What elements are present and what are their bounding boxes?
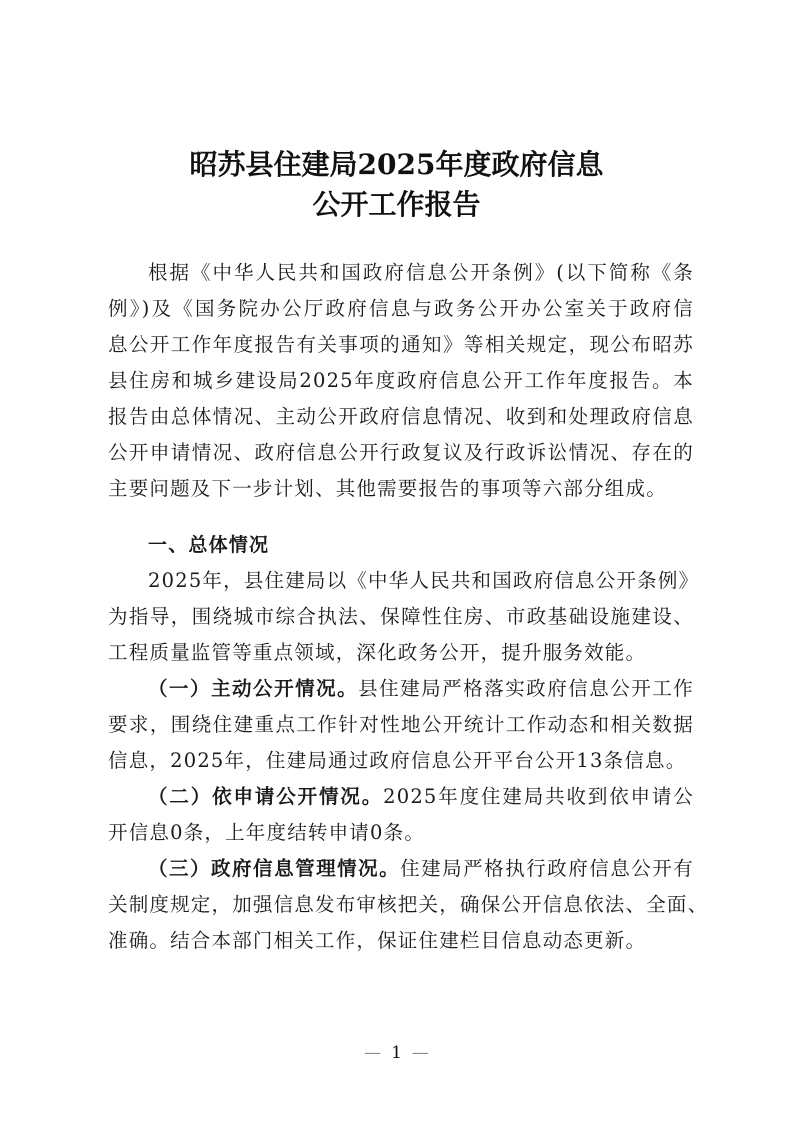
subsection-proactive-disclosure [108,671,694,779]
subsection-text: 县住建局严格落实政府信息公开工作 [358,677,694,700]
subsection-label: （三）政府信息管理情况。 [148,857,401,880]
section-1-line: 工程质量监管等重点领域，深化政务公开，提升服务效能。 [108,641,647,664]
intro-line: 报告由总体情况、主动公开政府信息情况、收到和处理政府信息 [108,405,694,428]
subsection-first-line [108,779,694,815]
intro-line: 息公开工作年度报告有关事项的通知》等相关规定，现公布昭苏 [108,333,694,356]
subsection-line: 要求，围绕住建重点工作针对性地公开统计工作动态和相关数据 [108,713,694,736]
subsection-application-disclosure [108,779,694,851]
section-1-line: 为指导，围绕城市综合执法、保障性住房、市政基础设施建设、 [108,605,694,628]
section-1 [108,527,700,671]
subsection-text: 住建局严格执行政府信息公开有 [400,857,694,880]
subsection-line: 关制度规定，加强信息发布审核把关，确保公开信息依法、全面、 [108,893,709,916]
intro-paragraph [108,255,694,507]
intro-line: 县住房和城乡建设局2025年度政府信息公开工作年度报告。本 [108,369,694,392]
subsection-label: （一）主动公开情况。 [148,677,359,700]
section-heading: 一、总体情况 [148,534,270,556]
intro-line: 公开申请情况、政府信息公开行政复议及行政诉讼情况、存在的 [108,441,694,464]
report-title-line-2: 公开工作报告 [312,188,481,221]
intro-line: 例》)及《国务院办公厅政府信息与政务公开办公室关于政府信 [108,297,694,320]
page-number-dash-right: — [411,1043,429,1063]
section-1-line: 2025年，县住建局以《中华人民共和国政府信息公开条例》 [148,569,700,592]
subsection-line: 开信息0条，上年度结转申请0条。 [108,821,426,844]
page-footer [0,1043,793,1063]
page-number-dash-left: — [364,1043,382,1063]
page-number: 1 [391,1043,402,1063]
subsection-first-line [108,671,694,707]
subsection-label: （二）依申请公开情况。 [148,785,384,808]
intro-line: 主要问题及下一步计划、其他需要报告的事项等六部分组成。 [108,477,667,500]
subsection-text: 2025年度住建局共收到依申请公 [383,785,695,808]
subsection-line: 信息，2025年，住建局通过政府信息公开平台公开13条信息。 [108,749,687,772]
intro-line: 根据《中华人民共和国政府信息公开条例》(以下简称《条 [148,261,694,284]
subsection-first-line [108,851,694,887]
report-title-line-1: 昭苏县住建局2025年度政府信息 [189,148,604,181]
subsection-information-management [108,851,709,959]
subsection-line: 准确。结合本部门相关工作，保证住建栏目信息动态更新。 [108,929,647,952]
